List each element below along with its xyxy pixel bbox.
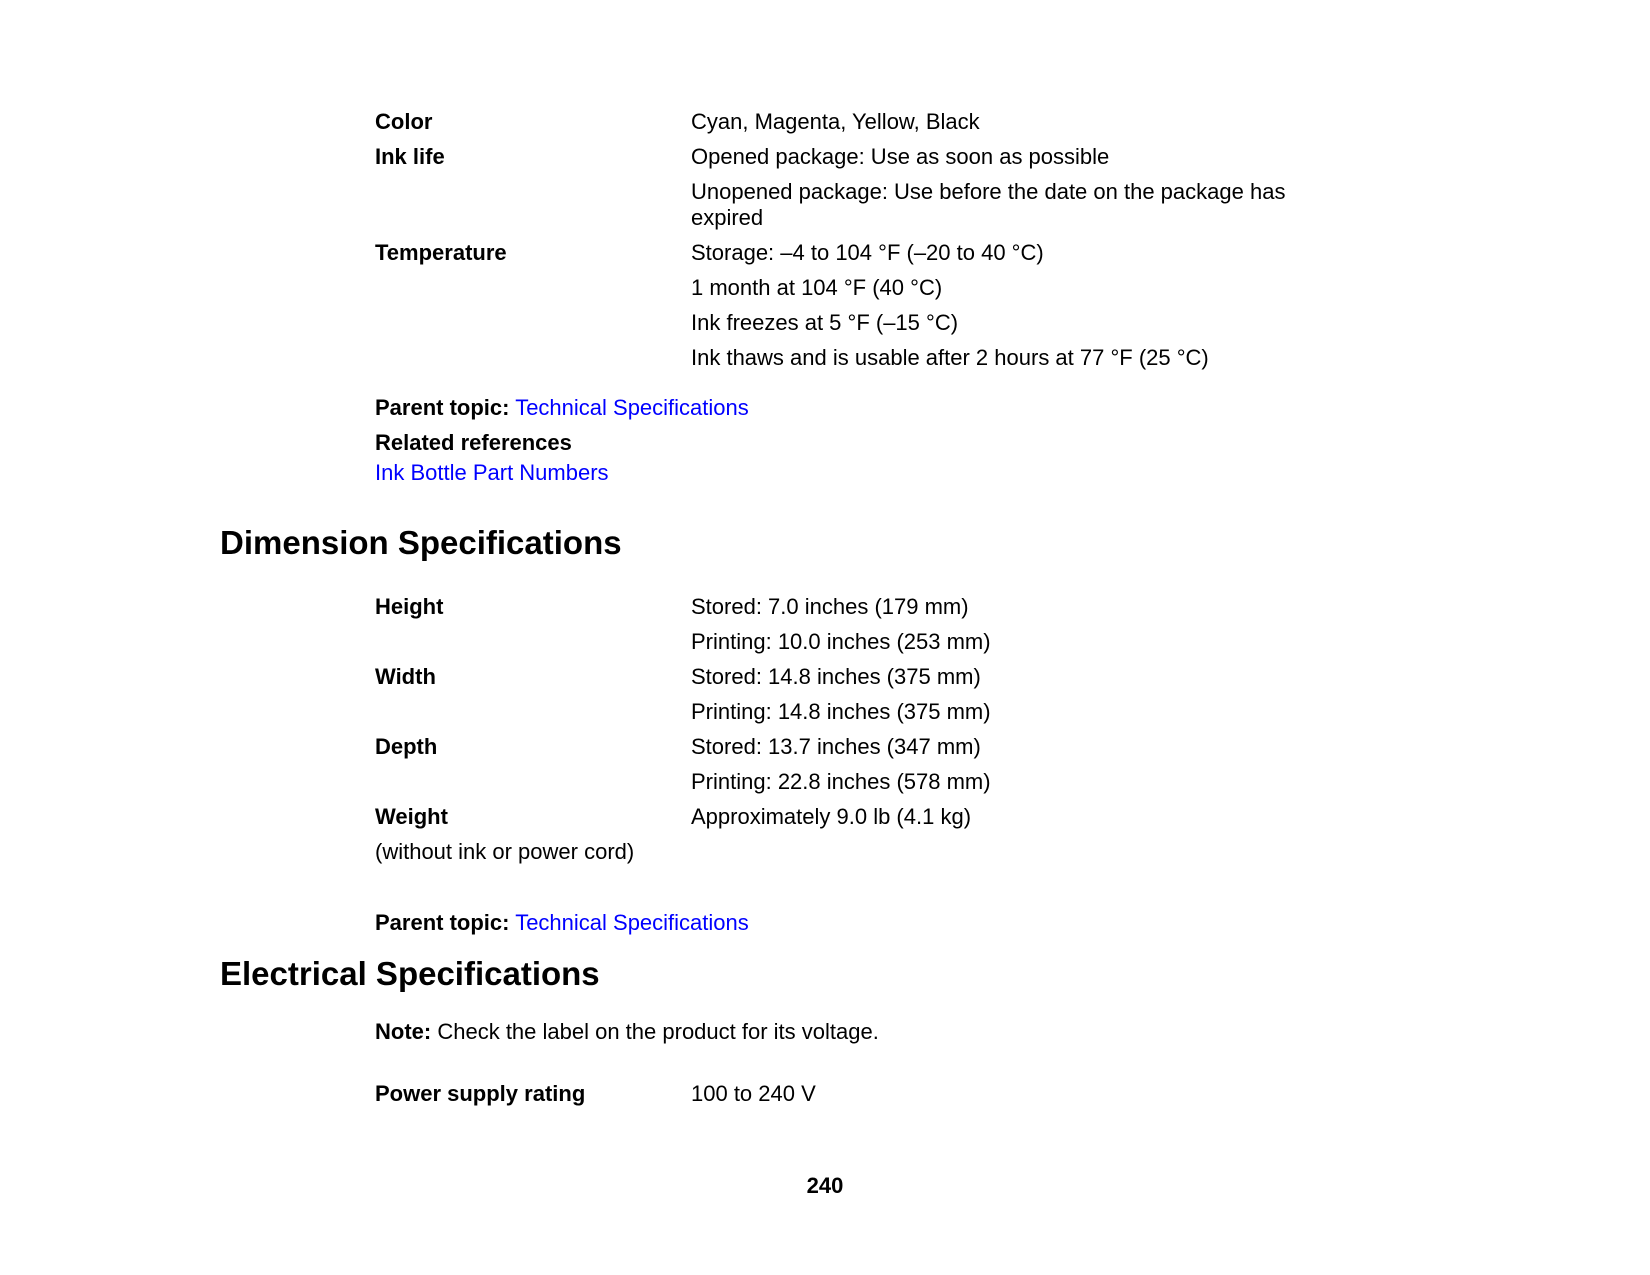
parent-topic-link-technical-specifications[interactable]: Technical Specifications bbox=[515, 910, 749, 935]
spec-row-temperature bbox=[375, 240, 1650, 380]
spec-label-height: Height bbox=[375, 594, 444, 619]
parent-topic-label: Parent topic: bbox=[375, 910, 510, 935]
dimension-specs-table bbox=[375, 594, 1650, 874]
ink-specs-table bbox=[375, 109, 1650, 380]
spec-row-weight bbox=[375, 804, 1650, 874]
parent-topic-line bbox=[375, 395, 1650, 421]
parent-topic-label: Parent topic: bbox=[375, 395, 510, 420]
heading-electrical-specifications: Electrical Specifications bbox=[220, 955, 600, 992]
spec-value: 100 to 240 V bbox=[691, 1081, 816, 1106]
spec-label-weight: Weight bbox=[375, 804, 448, 829]
note-line bbox=[375, 1019, 1650, 1045]
spec-row-height bbox=[375, 594, 1650, 664]
spec-label-depth: Depth bbox=[375, 734, 438, 759]
spec-row-depth bbox=[375, 734, 1650, 804]
spec-label-ink-life: Ink life bbox=[375, 144, 445, 169]
spec-label-color: Color bbox=[375, 109, 433, 134]
spec-row-power-supply-rating bbox=[375, 1081, 1650, 1116]
spec-value: Ink thaws and is usable after 2 hours at 77 °F (25 °C) bbox=[691, 345, 1209, 370]
spec-row-ink-life bbox=[375, 144, 1650, 240]
related-references-heading: Related references bbox=[375, 430, 572, 455]
related-reference-line bbox=[375, 460, 1650, 486]
spec-label-weight-note: (without ink or power cord) bbox=[375, 839, 635, 864]
spec-value: Opened package: Use as soon as possible bbox=[691, 144, 1110, 169]
electrical-specs-table bbox=[375, 1081, 1650, 1116]
spec-value: Stored: 13.7 inches (347 mm) bbox=[691, 734, 981, 759]
spec-value: Approximately 9.0 lb (4.1 kg) bbox=[691, 804, 972, 829]
spec-label-width: Width bbox=[375, 664, 436, 689]
spec-label-power-supply-rating: Power supply rating bbox=[375, 1081, 586, 1106]
parent-topic-link-technical-specifications[interactable]: Technical Specifications bbox=[515, 395, 749, 420]
spec-row-width bbox=[375, 664, 1650, 734]
link-ink-bottle-part-numbers[interactable]: Ink Bottle Part Numbers bbox=[375, 460, 609, 485]
page-number: 240 bbox=[806, 1173, 844, 1198]
note-text: Check the label on the product for its voltage. bbox=[437, 1019, 879, 1044]
spec-value: Stored: 14.8 inches (375 mm) bbox=[691, 664, 981, 689]
spec-value: Printing: 22.8 inches (578 mm) bbox=[691, 769, 991, 794]
spec-value: Printing: 14.8 inches (375 mm) bbox=[691, 699, 991, 724]
spec-label-temperature: Temperature bbox=[375, 240, 507, 265]
spec-value: Stored: 7.0 inches (179 mm) bbox=[691, 594, 969, 619]
spec-value: 1 month at 104 °F (40 °C) bbox=[691, 275, 943, 300]
note-label: Note: bbox=[375, 1019, 432, 1044]
spec-value: Cyan, Magenta, Yellow, Black bbox=[691, 109, 980, 134]
spec-row-color bbox=[375, 109, 1650, 144]
spec-value: Unopened package: Use before the date on the package has expired bbox=[691, 179, 1286, 230]
spec-value: Storage: –4 to 104 °F (–20 to 40 °C) bbox=[691, 240, 1044, 265]
spec-value: Ink freezes at 5 °F (–15 °C) bbox=[691, 310, 959, 335]
spec-value: Printing: 10.0 inches (253 mm) bbox=[691, 629, 991, 654]
heading-dimension-specifications: Dimension Specifications bbox=[220, 524, 622, 561]
parent-topic-line bbox=[375, 910, 1650, 936]
